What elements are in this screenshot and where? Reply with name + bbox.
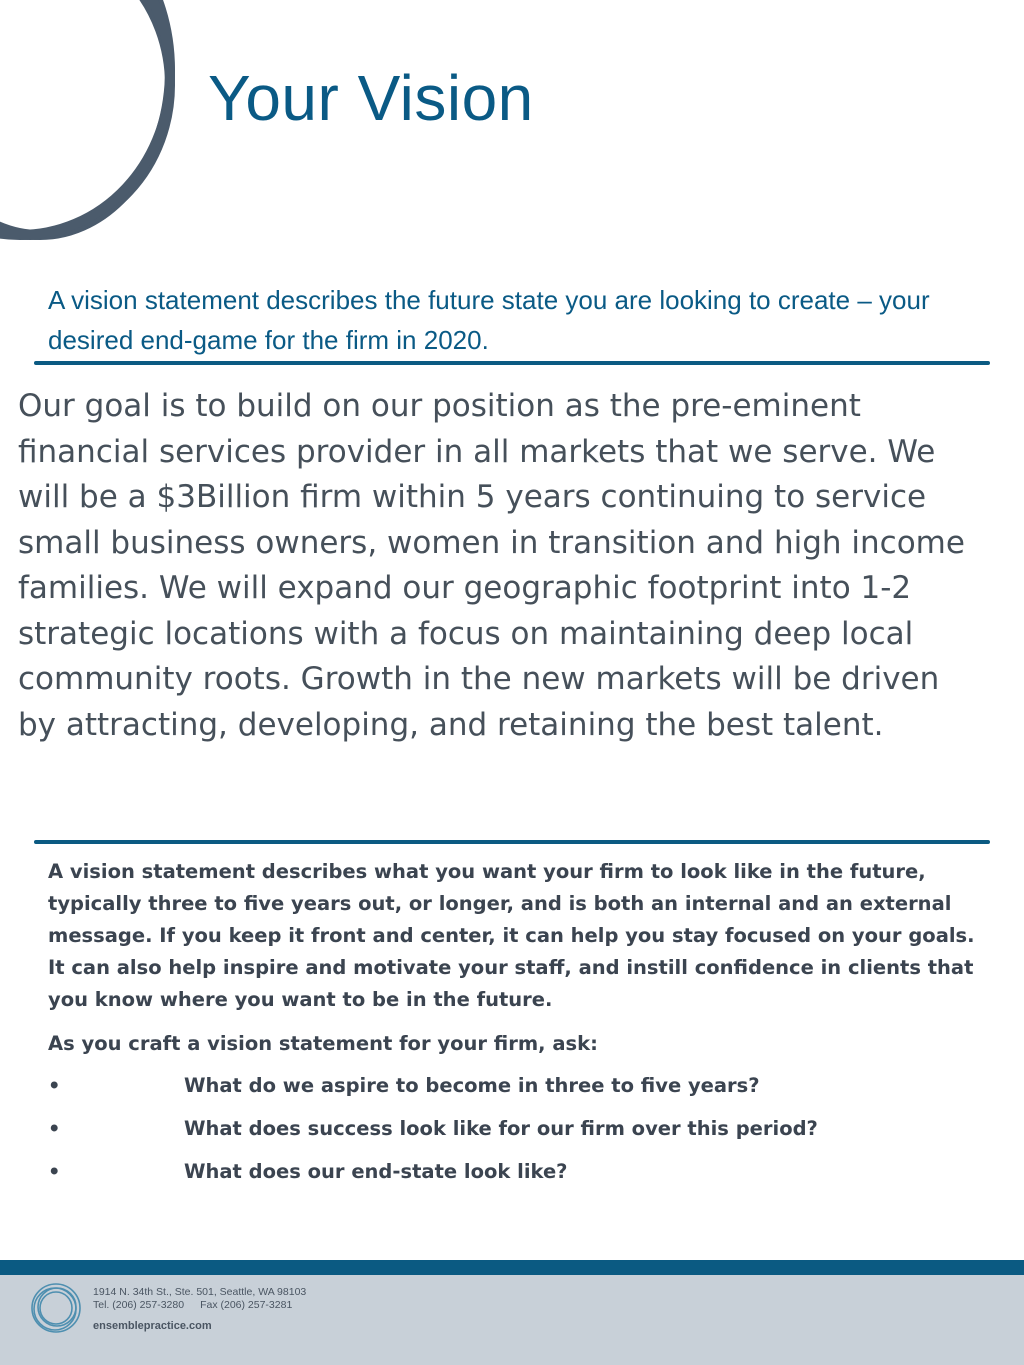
bullet-icon: • [48, 1117, 61, 1140]
footer-phone: Tel. (206) 257-3280 [93, 1299, 185, 1311]
footer-website-link[interactable]: ensemblepractice.com [93, 1320, 212, 1332]
page-title: Your Vision [208, 62, 534, 134]
vision-definition-subtitle: A vision statement describes the future state you are looking to create – your desired end-game for the firm in 2020. [48, 285, 930, 355]
footer-contact [93, 1286, 306, 1312]
footer-accent-band [0, 1260, 1024, 1275]
guidance-ask: As you craft a vision statement for your firm, ask: [48, 1032, 598, 1055]
question-item [48, 1156, 978, 1199]
bottom-divider [34, 840, 990, 844]
question-item [48, 1113, 978, 1156]
question-text: What do we aspire to become in three to five years? [184, 1074, 760, 1097]
bullet-icon: • [48, 1160, 61, 1183]
footer-address: 1914 N. 34th St., Ste. 501, Seattle, WA 98103 [93, 1286, 307, 1298]
guidance-section [48, 856, 978, 1199]
top-divider [34, 361, 990, 365]
question-text: What does success look like for our firm over this period? [184, 1117, 818, 1140]
guidance-paragraph: A vision statement describes what you want your firm to look like in the future, typically three to five years out, or longer, and is both an internal and an external message. If you keep it front and center, it can help you stay focused on your goals. It can also help inspire and motivate your staff, and instill confidence in clients that you know where you want to be in the future. [48, 860, 975, 1011]
question-text: What does our end-state look like? [184, 1160, 568, 1183]
footer-fax: Fax (206) 257-3281 [200, 1299, 293, 1311]
ensemble-logo-icon [28, 1280, 84, 1336]
logo-rings-graphic [0, 0, 200, 250]
bullet-icon: • [48, 1074, 61, 1097]
vision-statement-text: Our goal is to build on our position as the pre-eminent financial services provider in all markets that we serve. We will be a $3Billion firm within 5 years continuing to service small business owners, women in transition and high income families. We will expand our geographic footprint into 1-2 strategic locations with a focus on maintaining deep local community roots. Growth in the new markets will be driven by attracting, developing, and retaining the best talent. [18, 388, 965, 743]
question-item [48, 1070, 978, 1113]
